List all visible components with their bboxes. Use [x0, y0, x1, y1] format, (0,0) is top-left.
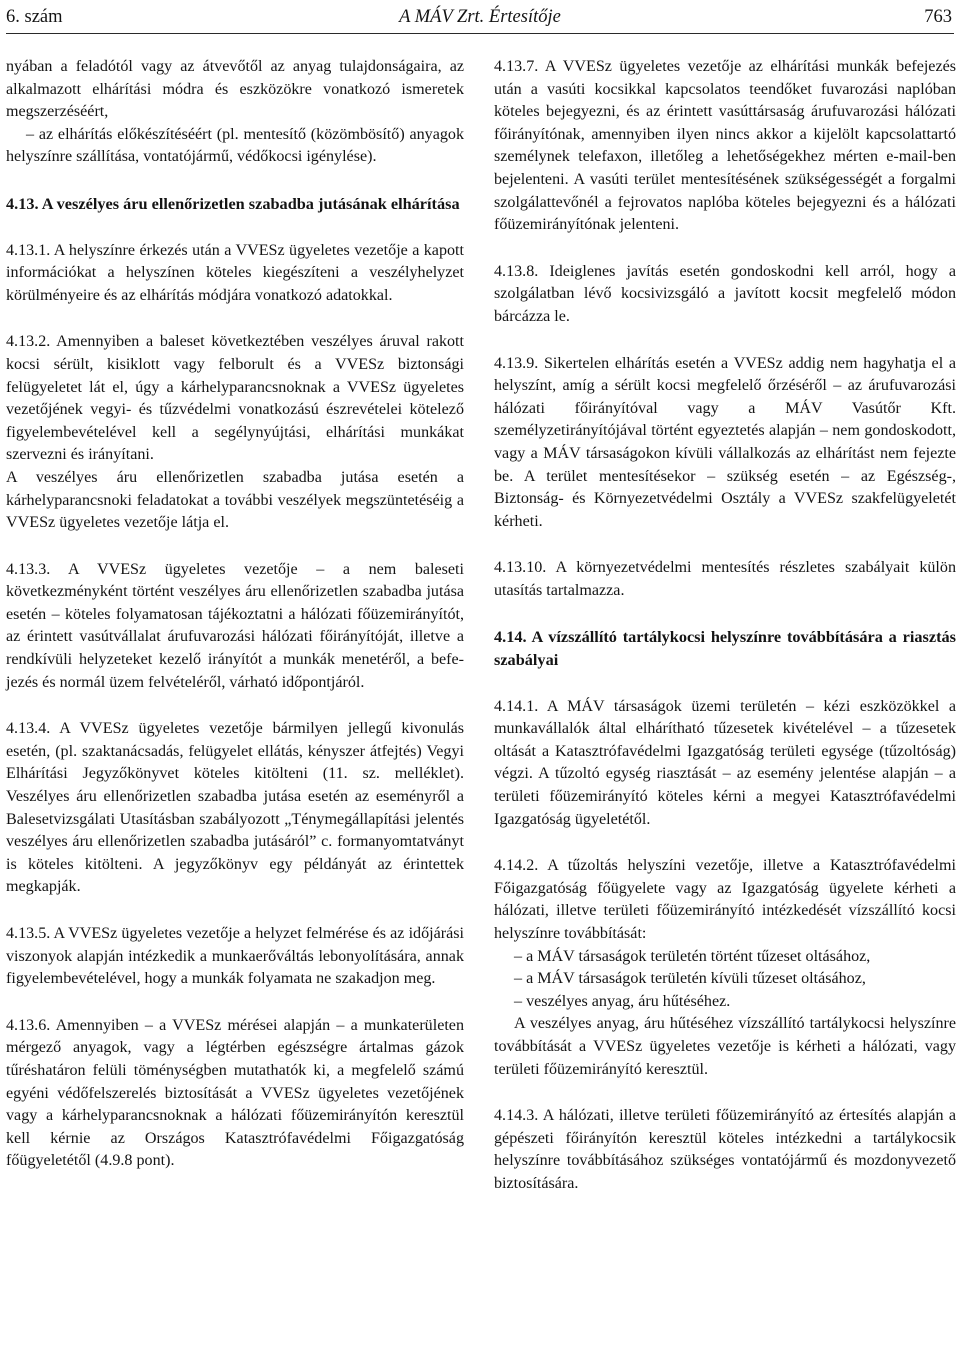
paragraph-4-14-1 [494, 696, 956, 832]
list-item: – a MÁV társaságok területén kívüli tűzeset oltásához, [514, 970, 866, 988]
section-number: 4.13. [6, 193, 39, 213]
paragraph-4-13-7 [494, 56, 956, 237]
paragraph-4-14-3 [494, 1105, 956, 1195]
paragraph-text: A MÁV társaságok üzemi területén – kézi eszközökkel a munkavállalók által elhárítható tűzesetek kivételével – a tűzesetek oltását a Katasztrófavédelmi Igazgatóság területi egysége (tűzoltóság) végzi. A tűzoltó egység riasztását – az esemény jelentése alapján – a területi főüzemirányító köteles kérni a megyei Katasztrófavédelmi Igazgatóság ügyeletétől. [494, 697, 956, 828]
paragraph-4-13-2-continued: A veszélyes áru ellenőrizetlen szabadba jutása esetén a kárhelyparancsnoki feladatokat a további veszélyek megszüntetéséig a VVESz ügyeletes vezetője látja el. [6, 468, 464, 532]
paragraph-number: 4.13.4. [6, 720, 51, 738]
paragraph-4-13-8 [494, 261, 956, 329]
paragraph-number: 4.13.10. [494, 559, 547, 577]
paragraph-number: 4.13.8. [494, 262, 539, 280]
paragraph-number: 4.13.6. [6, 1016, 51, 1034]
paragraph-4-13-10 [494, 557, 956, 602]
publication-title: A MÁV Zrt. Értesítője [399, 7, 561, 27]
section-heading-4-14 [494, 626, 956, 671]
paragraph-number: 4.14.1. [494, 697, 539, 715]
issue-number: 6. szám [6, 7, 63, 27]
page-header [0, 4, 960, 32]
paragraph-number: 4.13.1. [6, 241, 51, 259]
paragraph-text: A VVESz ügyeletes vezetője – a nem baleseti következményként történt veszélyes áru ellenőrizetlen szabadba jutása esetén – köteles folyamatosan tájékoztatni a hálózati főüzemirányítót, az érintett vasútvállalat árufuvarozási hálózati főirányítóját, illetve a rendkívüli helyzeteket kezelő irányítót a munkák menetéről, a befejezés és normál üzem felvételéről, várható időpontjáról. [6, 560, 464, 691]
paragraph-number: 4.13.9. [494, 354, 539, 372]
paragraph-number: 4.13.3. [6, 560, 51, 578]
paragraph-4-14-2-continued: A veszélyes anyag, áru hűtéséhez vízszállító tartálykocsi helyszínre továbbítását a VVESz ügyeletes vezetője is kérheti a hálózati, vagy területi főüzemirányító keresztül. [494, 1015, 956, 1078]
list-item: – veszélyes anyag, áru hűtéséhez. [514, 992, 731, 1010]
paragraph-4-13-3 [6, 559, 464, 695]
paragraph-text: A hálózati, illetve területi főüzemirányító az értesítés alapján a gépészeti főirányítón keresztül köteles intézkedni a tartálykocsik helyszínre továbbításához szükséges vontatójármű és mozdonyvezető biztosítására. [494, 1107, 956, 1192]
paragraph-4-13-1 [6, 240, 464, 308]
paragraph-4-14-2 [494, 855, 956, 945]
right-column [494, 56, 956, 1196]
intro-dash-item: – az elhárítás előkészítéséért (pl. mentesítő (közömbösítő) anyagok helyszínre szállítása, vontatójármű, védőkocsi igénylése). [6, 125, 464, 166]
paragraph-text: Amennyiben – a VVESz mérései alapján – a munkaterületen mérgező anyagok, vagy a légtérben egészségre ártalmas gázok tűréshatáron felüli töménységben mutathatók ki, a megfelelő számú egyéni védőfelszerelés biztosítását a VVESz ügyeletes vezetőjének vagy a kárhelyparancsnoknak a hálózati főüzemirányítón keresztül kell kérnie az Országos Katasztrófavédelmi Főigazgatóság főügyeletétől (4.9.8 pont). [6, 1016, 464, 1170]
left-column [6, 56, 464, 1173]
section-title: A vízszállító tartálykocsi helyszínre továbbítására a riasztás szabályai [494, 627, 956, 670]
page-number: 763 [924, 7, 952, 27]
paragraph-text: A VVESz ügyeletes vezetője a helyzet felmérése és az időjárási viszonyok alapján intézkedik a munkaerőváltás lebonyolítására, annak figyelembevételével, hogy a munkák folyamata ne szakadjon meg. [6, 925, 464, 988]
paragraph-4-13-2 [6, 331, 464, 467]
paragraph-text: A környezetvédelmi mentesítés részletes szabályait külön utasítás tartalmazza. [494, 559, 956, 599]
paragraph-text: Sikertelen elhárítás esetén a VVESz addig nem hagyhatja el a helyszínt, amíg a sérült kocsi megfelelő őrzéséről – az árufuvarozási hálózati főirányítóval vagy a MÁV Vasútőr Kft. személyzetirányítójával történt egyeztetés alapján – nem gondoskodott, vagy a MÁV társaságokon kívüli vállalkozás az elhárítást nem fejezte be. A terület mentesítésekor – szükség esetén – az Egészség-, Biztonság- és Környezetvédelmi Osztály a VVESz szakfelügyeletét kérheti. [494, 354, 956, 530]
paragraph-4-13-9 [494, 353, 956, 534]
header-divider [6, 33, 954, 34]
paragraph-text: A VVESz ügyeletes vezetője az elhárítási munkák befejezés után a vasúti kocsikkal kapcsolatos teendőket fuvarozási naplóban köteles bejegyezni, és az érintett vasúttársaság árufuvarozási hálózati főirányítónak, amennyiben ilyen nincs akkor a kijelölt kapcsolattartó személynek telefaxon, illetőleg a lehetőségekhez mérten e-mail-ben bejelenteni. A vasúti terület mentesítésének szükségességét a forgalmi szolgálattevőnél a fejrovatos naplóba köteles bejegyezni és a hálózati főüzemirányítónak jelenteni. [494, 58, 957, 234]
intro-paragraph: nyában a feladótól vagy az átvevőtől az anyag tulajdonságaira, az alkalmazott elhárítási módra és eszközökre vonatkozó ismeretek megszerzéséért, [6, 58, 464, 121]
paragraph-text: A VVESz ügyeletes vezetője bármilyen jellegű kivonulás esetén, (pl. szaktanácsadás, felügyelet ellátás, kényszer átfejtés) Vegyi Elhárítási Jegyzőkönyvet köteles kitölteni (11. sz. melléklet). Veszélyes áru ellenőrizetlen szabadba jutása esetén az eseményről a Balesetvizsgálati Utasításban szabályozott „Ténymegállapítási jelentés veszélyes áru ellenőrizetlen szabadba jutásáról” c. formanyomtatványt is köteles kitölteni. A jegyzőkönyv egy példányát az érintettek megkapják. [6, 720, 464, 896]
paragraph-number: 4.14.3. [494, 1107, 539, 1125]
paragraph-4-13-4 [6, 718, 464, 899]
paragraph-number: 4.13.5. [6, 925, 51, 942]
section-heading-4-13 [6, 193, 464, 216]
list-item: – a MÁV társaságok területén történt tűzeset oltásához, [514, 947, 871, 965]
section-title: A veszélyes áru ellenőrizetlen szabadba jutásának elhárítása [41, 193, 460, 213]
paragraph-number: 4.13.7. [494, 58, 539, 75]
paragraph-text: A tűzoltás helyszíni vezetője, illetve a Katasztrófavédelmi Főigazgatóság főügyelete vagy az Igazgatóság ügyelete kérheti a hálózati, illetve területi főüzemirányító intézkedését vízszállító kocsi helyszínre továbbítását: [494, 857, 956, 942]
paragraph-number: 4.14.2. [494, 857, 539, 875]
paragraph-4-13-5 [6, 923, 464, 991]
paragraph-text: Ideiglenes javítás esetén gondoskodni kell arról, hogy a szolgálatban lévő kocsivizsgáló a javított kocsit megfelelő módon bárcázza le. [494, 262, 956, 325]
paragraph-text: Amennyiben a baleset következtében veszélyes áruval rakott kocsi sérült, kisiklott vagy felborult és a VVESz biztonsági felügyeletet lát el, úgy a kárhelyparancsnoknak a VVESz ügyeletes vezetőjének vegyi- és tűzvédelmi vonatkozású észrevételei kötelező figyelembevételével kell a segélynyújtási, elhárítási munkákat szervezni és irányítani. [6, 333, 464, 464]
paragraph-4-13-6 [6, 1015, 464, 1173]
paragraph-text: A helyszínre érkezés után a VVESz ügyeletes vezetője a kapott információkat a helyszínen köteles kiegészíteni a veszélyhelyzet körülményeire és az elhárítás módjára vonatkozó adatokkal. [6, 241, 464, 304]
section-number: 4.14. [494, 627, 527, 647]
paragraph-number: 4.13.2. [6, 333, 51, 351]
